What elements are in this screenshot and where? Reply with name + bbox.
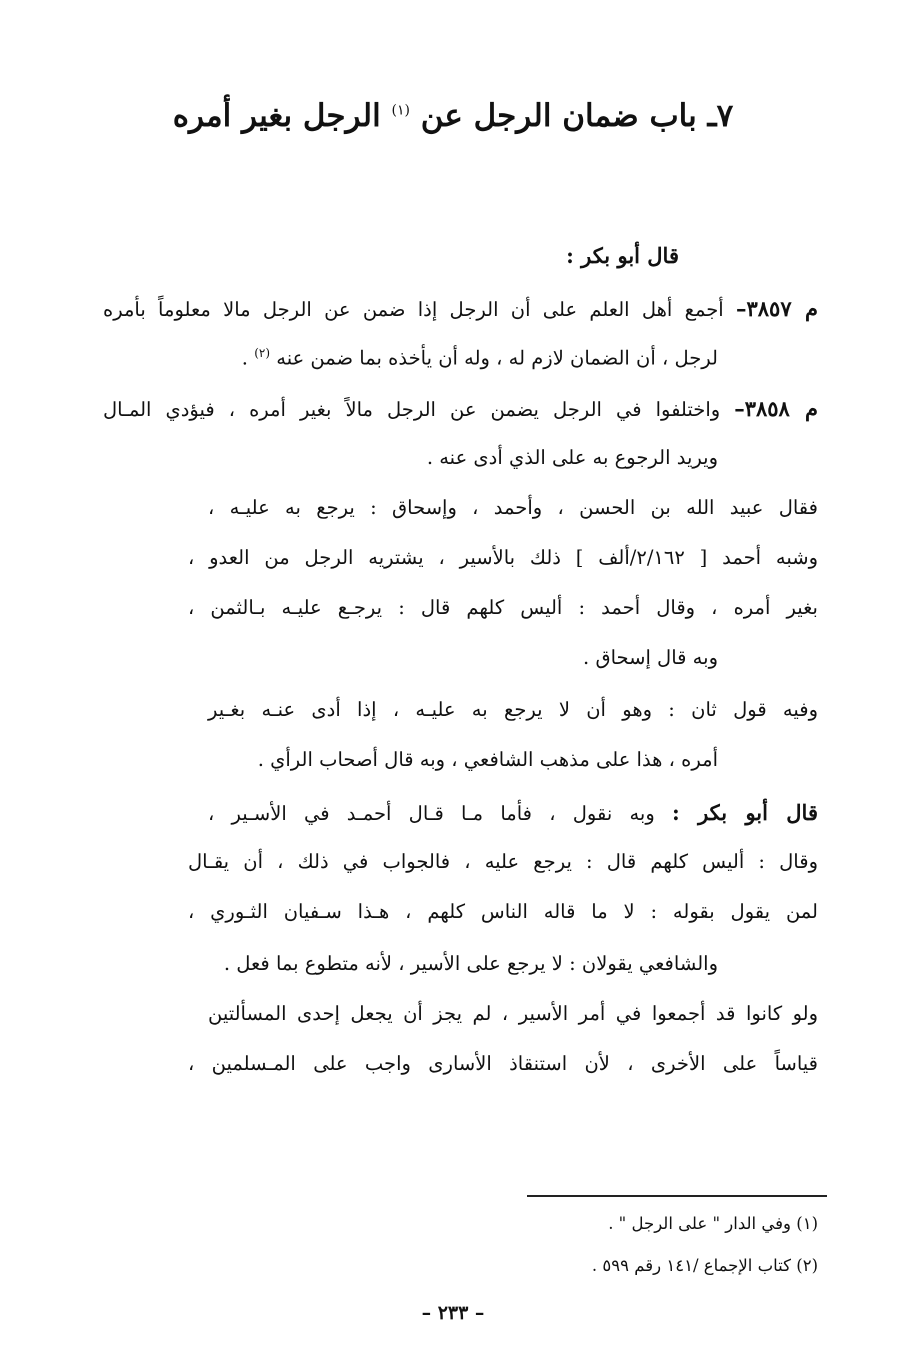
title-footnote-ref[interactable]: (١) <box>391 102 410 119</box>
issue-3857-text-2: لرجل ، أن الضمان لازم له ، وله أن يأخذه بما ضمن عنه <box>276 346 718 370</box>
issue-3857-end: . <box>241 346 248 370</box>
footnote-1 <box>608 1214 818 1233</box>
opinion-a-line-1: فقال عبيد الله بن الحسن ، وأحمد ، وإسحاق : يرجع به عليـه ، <box>208 496 818 519</box>
response-line-4: والشافعي يقولان : لا يرجع على الأسير ، لأنه متطوع بما فعل . <box>223 952 718 975</box>
footnote-2-number: (٢) <box>796 1256 818 1275</box>
issue-3857-line-2 <box>242 346 718 371</box>
footnote-ref-2[interactable]: (٢) <box>254 346 271 360</box>
issue-number-3857: م ٣٨٥٧– <box>735 296 818 321</box>
title-part-1: ٧ـ باب ضمان الرجل عن <box>420 98 734 134</box>
response-line-1 <box>208 800 818 826</box>
issue-3858-text-1: واختلفوا في الرجل يضمن عن الرجل مالاً بغير أمره ، فيؤدي المـال <box>103 398 721 421</box>
opinion-b-line-2: أمره ، هذا على مذهب الشافعي ، وبه قال أصحاب الرأي . <box>257 748 718 771</box>
issue-3858-line-1 <box>103 396 818 422</box>
issue-number-3858: م ٣٨٥٨– <box>734 396 818 421</box>
opinion-a-line-2: وشبه أحمد [ ٢/١٦٢/ألف ] ذلك بالأسير ، يشتريه الرجل من العدو ، <box>188 546 818 569</box>
issue-3857-line-1 <box>103 296 818 322</box>
final-line-2: قياساً على الأخرى ، لأن استنقاذ الأسارى واجب على المـسلمين ، <box>188 1052 818 1075</box>
issue-3857-text-1: أجمع أهل العلم على أن الرجل إذا ضمن عن الرجل مالا معلوماً بأمره <box>103 298 724 321</box>
response-text-1: وبه نقول ، فأما مـا قـال أحمـد في الأسـير ، <box>208 802 655 825</box>
response-line-3: لمن يقول بقوله : لا ما قاله الناس كلهم ، هـذا سـفيان الثـوري ، <box>188 900 818 923</box>
response-line-2: وقال : أليس كلهم قال : يرجع عليه ، فالجواب في ذلك ، أن يقـال <box>188 850 818 873</box>
final-line-1: ولو كانوا قد أجمعوا في أمر الأسير ، لم يجز أن يجعل إحدى المسألتين <box>208 1002 818 1025</box>
footnote-2-text: كتاب الإجماع /١٤١ رقم ٥٩٩ . <box>591 1256 791 1275</box>
title-part-2: الرجل بغير أمره <box>172 98 381 134</box>
chapter-title <box>0 98 906 135</box>
footnote-divider <box>527 1195 827 1197</box>
issue-3858-line-2: ويريد الرجوع به على الذي أدى عنه . <box>426 446 718 469</box>
footnote-2 <box>592 1256 818 1275</box>
opinion-a-line-3: بغير أمره ، وقال أحمد : أليس كلهم قال : يرجـع عليـه بـالثمن ، <box>188 596 818 619</box>
response-speaker: قال أبو بكر : <box>672 800 818 825</box>
intro-heading: قال أبو بكر : <box>566 243 679 268</box>
footnote-1-text: وفي الدار " على الرجل " . <box>608 1214 791 1233</box>
opinion-a-line-4: وبه قال إسحاق . <box>583 646 718 669</box>
footnote-1-number: (١) <box>796 1214 818 1233</box>
page-number: – ٢٣٣ – <box>421 1302 485 1324</box>
opinion-b-line-1: وفيه قول ثان : وهو أن لا يرجع به عليـه ، إذا أدى عنـه بغـير <box>208 698 818 721</box>
